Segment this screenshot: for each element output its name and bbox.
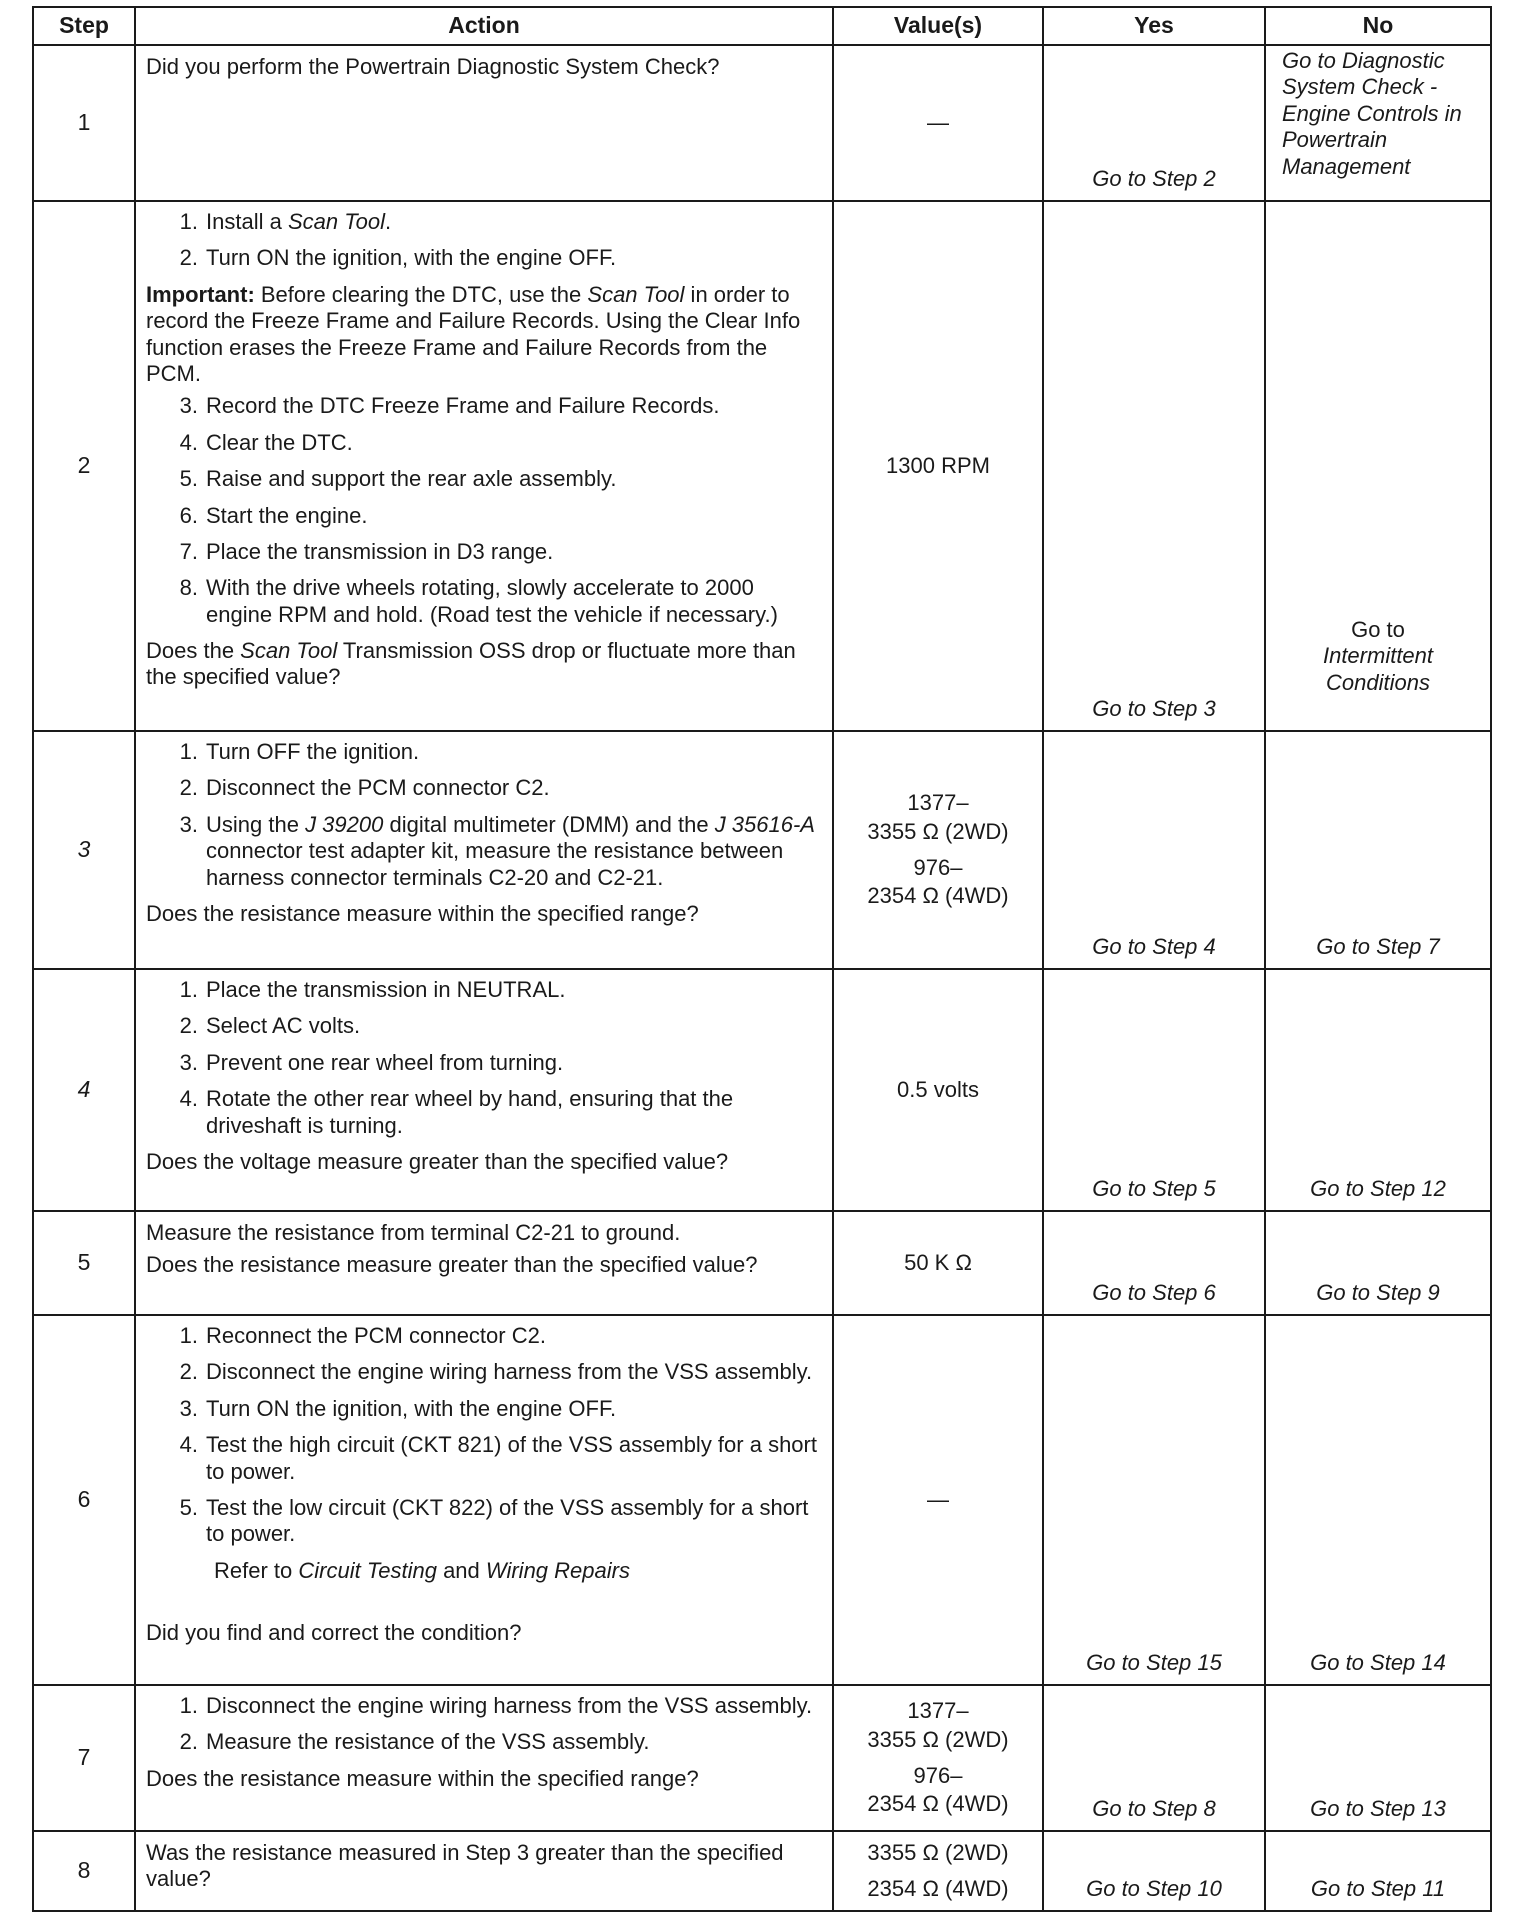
action-cell — [135, 1315, 833, 1685]
list-item: 2. Measure the resistance of the VSS assembly. — [179, 1729, 650, 1755]
list-item: 4. Clear the DTC. — [179, 429, 353, 455]
table-row-step-3 — [33, 731, 1491, 969]
value-cell: 1377– 3355 Ω (2WD) 976– 2354 Ω (4WD) — [833, 1685, 1043, 1831]
list-item: 4. Rotate the other rear wheel by hand, ensuring that the driveshaft is turning. — [179, 1086, 734, 1138]
value-cell: — — [833, 45, 1043, 201]
no-cell: Go to Step 7 — [1265, 731, 1491, 969]
diagnostic-table — [32, 6, 1492, 1912]
list-item: 1. Disconnect the engine wiring harness from the VSS assembly. — [179, 1693, 813, 1718]
list-item: 2. Select AC volts. — [179, 1013, 361, 1039]
table-row-step-7 — [33, 1685, 1491, 1831]
list-item: 2. Disconnect the engine wiring harness from the VSS assembly. — [179, 1359, 813, 1385]
list-item: 5. Test the low circuit (CKT 822) of the VSS assembly for a short to power. — [179, 1494, 809, 1547]
no-cell — [1265, 201, 1491, 731]
list-item: 1. Install a Scan Tool. — [179, 209, 392, 234]
action-question: Did you perform the Powertrain Diagnostic System Check? — [146, 54, 720, 79]
list-item: 3. Prevent one rear wheel from turning. — [179, 1049, 564, 1075]
action-cell — [135, 201, 833, 731]
list-item: 6. Start the engine. — [179, 502, 368, 528]
table-row-step-6 — [33, 1315, 1491, 1685]
action-cell — [135, 731, 833, 969]
no-cell: Go to Step 13 — [1265, 1685, 1491, 1831]
yes-cell: Go to Step 5 — [1043, 969, 1265, 1211]
no-cell: Go to Step 11 — [1265, 1831, 1491, 1911]
refer-note: Refer to Circuit Testing and Wiring Repairs — [214, 1557, 630, 1583]
action-cell — [135, 969, 833, 1211]
value-cell: 1377– 3355 Ω (2WD) 976– 2354 Ω (4WD) — [833, 731, 1043, 969]
action-question: Does the resistance measure greater than the specified value? — [146, 1252, 758, 1278]
no-cell: Go to Step 14 — [1265, 1315, 1491, 1685]
list-item: 1. Turn OFF the ignition. — [179, 739, 420, 764]
action-question: Does the resistance measure within the specified range? — [146, 900, 699, 926]
no-goto: Go to — [1282, 48, 1336, 73]
header-row — [33, 7, 1491, 45]
list-item: 2. Turn ON the ignition, with the engine OFF. — [179, 245, 617, 271]
table-row-step-5 — [33, 1211, 1491, 1315]
action-question: Does the voltage measure greater than the specified value? — [146, 1148, 729, 1174]
value-cell: 0.5 volts — [833, 969, 1043, 1211]
no-cell: Go to Step 12 — [1265, 969, 1491, 1211]
step-number: 5 — [33, 1211, 135, 1315]
step-number: 2 — [33, 201, 135, 731]
yes-cell: Go to Step 15 — [1043, 1315, 1265, 1685]
header-values: Value(s) — [833, 7, 1043, 45]
no-link: Intermittent Conditions — [1322, 643, 1434, 695]
action-instruction: Measure the resistance from terminal C2-21 to ground. — [146, 1220, 681, 1245]
value-cell: 3355 Ω (2WD) 2354 Ω (4WD) — [833, 1831, 1043, 1911]
table-row-step-8 — [33, 1831, 1491, 1911]
action-question: Does the resistance measure within the specified range? — [146, 1765, 699, 1791]
action-cell — [135, 1211, 833, 1315]
value-cell: — — [833, 1315, 1043, 1685]
yes-cell: Go to Step 6 — [1043, 1211, 1265, 1315]
list-item: 8. With the drive wheels rotating, slowly accelerate to 2000 engine RPM and hold. (Road test the vehicle if necessary.) — [179, 575, 778, 627]
action-question: Was the resistance measured in Step 3 greater than the specified value? — [146, 1840, 784, 1892]
yes-cell: Go to Step 3 — [1043, 201, 1265, 731]
no-cell: Go to Step 9 — [1265, 1211, 1491, 1315]
value-cell: 1300 RPM — [833, 201, 1043, 731]
no-link-tail: in Powertrain Management — [1282, 100, 1462, 179]
list-item: 3. Using the J 39200 digital multimeter (DMM) and the J 35616-A connector test adapter kit, measure the resistance between harness connector terminals C2-20 and C2-21. — [179, 811, 815, 890]
table-row-step-1 — [33, 45, 1491, 201]
step-number: 7 — [33, 1685, 135, 1831]
step-number: 8 — [33, 1831, 135, 1911]
list-item: 3. Turn ON the ignition, with the engine OFF. — [179, 1395, 617, 1421]
header-action: Action — [135, 7, 833, 45]
list-item: 1. Reconnect the PCM connector C2. — [179, 1323, 546, 1348]
step-number: 1 — [33, 45, 135, 201]
list-item: 4. Test the high circuit (CKT 821) of the VSS assembly for a short to power. — [179, 1432, 817, 1484]
header-yes: Yes — [1043, 7, 1265, 45]
table-row-step-2 — [33, 201, 1491, 731]
table-row-step-4 — [33, 969, 1491, 1211]
action-question: Does the Scan Tool Transmission OSS drop or fluctuate more than the specified value? — [146, 638, 796, 690]
action-cell — [135, 45, 833, 201]
header-no: No — [1265, 7, 1491, 45]
action-cell — [135, 1831, 833, 1911]
no-goto: Go to — [1351, 616, 1405, 642]
value-cell: 50 K Ω — [833, 1211, 1043, 1315]
yes-cell: Go to Step 2 — [1043, 45, 1265, 201]
action-cell — [135, 1685, 833, 1831]
list-item: 5. Raise and support the rear axle assembly. — [179, 466, 617, 492]
step-number: 3 — [33, 731, 135, 969]
important-note: Important: Before clearing the DTC, use the Scan Tool in order to record the Freeze Frame and Failure Records. Using the Clear Info function erases the Freeze Frame and Failure Records from the PCM. — [146, 281, 801, 386]
list-item: 2. Disconnect the PCM connector C2. — [179, 775, 550, 801]
list-item: 1. Place the transmission in NEUTRAL. — [179, 977, 566, 1002]
no-cell — [1265, 45, 1491, 201]
yes-cell: Go to Step 10 — [1043, 1831, 1265, 1911]
step-number: 4 — [33, 969, 135, 1211]
yes-cell: Go to Step 4 — [1043, 731, 1265, 969]
header-step: Step — [33, 7, 135, 45]
yes-cell: Go to Step 8 — [1043, 1685, 1265, 1831]
list-item: 7. Place the transmission in D3 range. — [179, 538, 554, 564]
action-question: Did you find and correct the condition? — [146, 1620, 522, 1646]
list-item: 3. Record the DTC Freeze Frame and Failure Records. — [179, 393, 720, 419]
no-link: Diagnostic System Check - Engine Controls — [1282, 48, 1445, 126]
step-number: 6 — [33, 1315, 135, 1685]
